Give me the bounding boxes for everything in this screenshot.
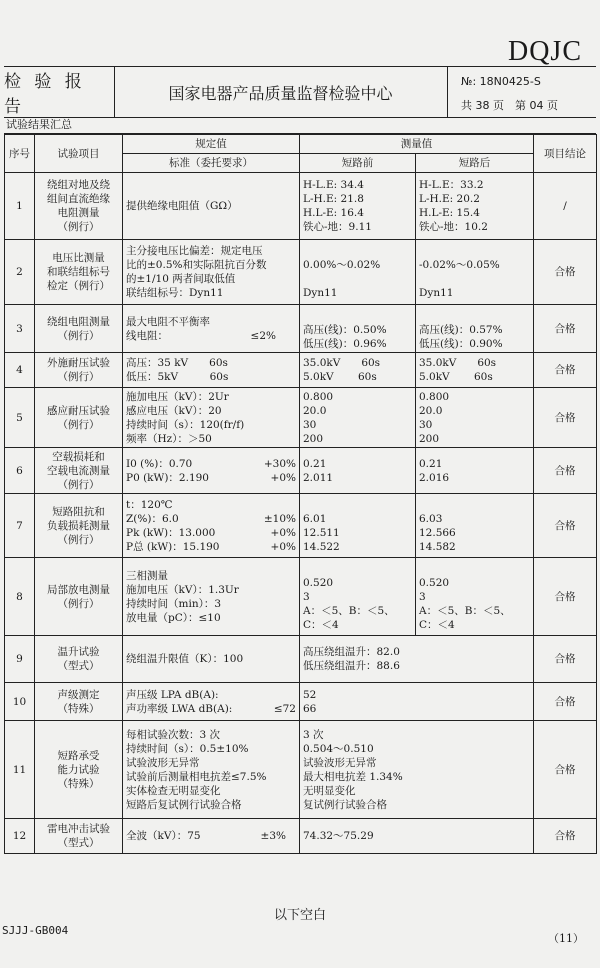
test-item-line: 温升试验 xyxy=(57,646,100,658)
spec-line xyxy=(126,829,296,843)
value-line: H.L-E: 15.4 xyxy=(419,207,480,219)
col-header-before: 短路前 xyxy=(300,154,416,173)
report-label: 检 验 报 告 xyxy=(4,67,115,117)
verdict: 合格 xyxy=(534,388,597,448)
test-item xyxy=(35,240,123,305)
value-line: 高压(线)：0.57% xyxy=(419,324,503,336)
verdict: 合格 xyxy=(534,683,597,721)
spec-line: 联结组标号：Dyn11 xyxy=(126,287,224,299)
spec-label: Pk (kW)：13.000 xyxy=(126,526,216,539)
verdict: 合格 xyxy=(534,636,597,683)
spec-value xyxy=(123,636,300,683)
spec-line: 比的±0.5%和实际阻抗百分数 xyxy=(126,259,267,271)
value-line: 无明显变化 xyxy=(303,784,356,797)
table-row xyxy=(5,558,597,636)
test-item xyxy=(35,353,123,388)
value-before xyxy=(300,353,416,388)
value-before xyxy=(300,305,416,353)
report-meta xyxy=(447,67,596,117)
table-row xyxy=(5,305,597,353)
spec-tolerance: +0% xyxy=(270,540,296,553)
table-row xyxy=(5,353,597,388)
spec-line xyxy=(126,457,296,471)
spec-line: 试验波形无异常 xyxy=(126,756,200,769)
test-item-line: 绕组电阻测量 xyxy=(47,315,110,328)
results-table xyxy=(4,134,597,854)
test-item-line: （例行） xyxy=(57,418,100,431)
table-row xyxy=(5,173,597,240)
spec-line: 放电量（pC）：≤10 xyxy=(126,611,221,624)
verdict: 合格 xyxy=(534,305,597,353)
value-after xyxy=(416,173,534,240)
spec-label: Z(%)：6.0 xyxy=(126,512,179,525)
row-number: 2 xyxy=(5,240,35,305)
col-header-spec-sub: 标准（委托要求） xyxy=(123,154,300,173)
spec-label: 线电阻： xyxy=(126,329,168,342)
col-header-spec: 规定值 xyxy=(123,135,300,154)
value-after xyxy=(416,240,534,305)
value-before xyxy=(300,558,416,636)
organization-name: 国家电器产品质量监督检验中心 xyxy=(114,67,448,117)
row-number: 3 xyxy=(5,305,35,353)
test-item-line: 电阻测量 xyxy=(57,207,100,219)
test-item-line: 空载电流测量 xyxy=(47,464,110,477)
test-item xyxy=(35,819,123,854)
test-item-line: 能力试验 xyxy=(57,763,100,776)
value-line: L-H.E: 21.8 xyxy=(303,193,364,205)
spec-value xyxy=(123,683,300,721)
value-line: 2.016 xyxy=(419,471,450,484)
value-line: 低压(线)：0.90% xyxy=(419,338,503,350)
test-item xyxy=(35,636,123,683)
value-before xyxy=(300,173,416,240)
value-line: 6.01 xyxy=(303,512,327,525)
test-item-line: （特殊） xyxy=(57,702,100,715)
value-line: 3 xyxy=(419,590,426,603)
spec-value xyxy=(123,240,300,305)
value-measured xyxy=(300,819,534,854)
row-number: 7 xyxy=(5,494,35,558)
test-item-line: 检定（例行） xyxy=(47,280,110,292)
test-item-line: 局部放电测量 xyxy=(47,583,110,596)
test-item-line: 外施耐压试验 xyxy=(47,357,110,369)
value-after xyxy=(416,388,534,448)
spec-value xyxy=(123,448,300,494)
test-item xyxy=(35,494,123,558)
spec-line xyxy=(126,526,296,540)
value-line: Dyn11 xyxy=(303,287,338,299)
value-line: H-L.E: 34.4 xyxy=(303,179,364,191)
spec-line: 绕组温升限值（K）：100 xyxy=(126,653,244,665)
value-line: 2.011 xyxy=(303,471,334,484)
value-line: 0.800 xyxy=(419,390,450,403)
spec-line: 每相试验次数：3 次 xyxy=(126,728,221,741)
spec-label: 全波（kV）：75 xyxy=(126,830,201,842)
value-line xyxy=(303,244,412,258)
spec-tolerance: +0% xyxy=(270,526,296,539)
col-header-item: 试验项目 xyxy=(35,135,123,173)
test-item-line: （例行） xyxy=(57,478,100,491)
row-number: 5 xyxy=(5,388,35,448)
test-item-line: （例行） xyxy=(57,329,100,342)
spec-line: 实体检查无明显变化 xyxy=(126,784,221,797)
spec-tolerance: +30% xyxy=(263,457,296,470)
table-row xyxy=(5,636,597,683)
table-row xyxy=(5,240,597,305)
test-item xyxy=(35,558,123,636)
value-line: 低压(线)：0.96% xyxy=(303,338,387,350)
page-count: 共 38 页 第 04 页 xyxy=(461,99,558,112)
spec-line: 最大电阻不平衡率 xyxy=(126,315,210,328)
table-row xyxy=(5,494,597,558)
verdict: 合格 xyxy=(534,558,597,636)
row-number: 9 xyxy=(5,636,35,683)
spec-line: 三相测量 xyxy=(126,569,168,582)
spec-value xyxy=(123,558,300,636)
verdict: 合格 xyxy=(534,494,597,558)
value-measured xyxy=(300,683,534,721)
value-line xyxy=(419,562,530,576)
value-line: 20.0 xyxy=(419,404,443,417)
test-item xyxy=(35,683,123,721)
value-line: 30 xyxy=(303,418,317,431)
spec-line: 主分接电压比偏差：规定电压 xyxy=(126,245,263,257)
test-item-line: （例行） xyxy=(57,533,100,546)
value-line: 0.00%～0.02% xyxy=(303,259,381,271)
spec-line xyxy=(126,329,296,343)
value-before xyxy=(300,448,416,494)
test-item-line: 短路阻抗和 xyxy=(52,505,105,518)
spec-line: 持续时间（min）：3 xyxy=(126,597,222,610)
value-after xyxy=(416,494,534,558)
table-row xyxy=(5,819,597,854)
test-item-line: 感应耐压试验 xyxy=(47,404,110,417)
report-number: №: 18N0425-S xyxy=(461,75,541,88)
value-line: H.L-E: 16.4 xyxy=(303,207,364,219)
spec-label: 声功率级 LWA dB(A): xyxy=(126,702,233,715)
spec-line: 的±1/10 两者间取低值 xyxy=(126,273,236,285)
row-number: 11 xyxy=(5,721,35,819)
table-row xyxy=(5,448,597,494)
row-number: 4 xyxy=(5,353,35,388)
test-item-line: 电压比测量 xyxy=(52,252,105,264)
spec-value xyxy=(123,819,300,854)
value-line: A：＜5、B：＜5、 xyxy=(419,604,511,617)
test-item xyxy=(35,721,123,819)
test-item-line: 绕组对地及绕 xyxy=(47,179,110,191)
value-line: 6.03 xyxy=(419,512,443,525)
value-line: 35.0kV 60s xyxy=(303,357,381,369)
table-row xyxy=(5,721,597,819)
value-line: 14.522 xyxy=(303,540,340,553)
test-item-line: 声级测定 xyxy=(57,688,100,701)
value-line: 0.504～0.510 xyxy=(303,742,374,755)
value-line: 3 xyxy=(303,590,310,603)
page-number: （11） xyxy=(548,932,584,945)
value-measured xyxy=(300,636,534,683)
verdict: 合格 xyxy=(534,448,597,494)
spec-tolerance: +0% xyxy=(270,471,296,484)
spec-tolerance: ≤72 xyxy=(273,702,296,715)
row-number: 10 xyxy=(5,683,35,721)
blank-below-note: 以下空白 xyxy=(273,908,326,923)
value-line: 20.0 xyxy=(303,404,327,417)
spec-value xyxy=(123,353,300,388)
value-line: 66 xyxy=(303,702,317,715)
value-line: 高压(线)：0.50% xyxy=(303,324,387,336)
value-line: 铁心-地：9.11 xyxy=(303,221,372,233)
spec-tolerance: ≤2% xyxy=(250,329,276,342)
spec-line: 感应电压（kV）：20 xyxy=(126,404,222,417)
value-line: 试验波形无异常 xyxy=(303,756,377,769)
spec-line xyxy=(126,512,296,526)
value-line: -0.02%～0.05% xyxy=(419,259,500,271)
test-item xyxy=(35,388,123,448)
value-line: 12.566 xyxy=(419,526,456,539)
value-line: 200 xyxy=(303,432,324,445)
spec-line xyxy=(126,702,296,716)
test-item-line: （例行） xyxy=(57,597,100,610)
test-item-line: 雷电冲击试验 xyxy=(47,823,110,835)
value-line: 52 xyxy=(303,688,317,701)
test-item-line: （型式） xyxy=(57,837,100,849)
spec-line: 施加电压（kV）：2Ur xyxy=(126,390,229,403)
section-title: 试验结果汇总 xyxy=(4,116,596,134)
spec-line: 提供绝缘电阻值（GΩ） xyxy=(126,200,238,212)
spec-value xyxy=(123,494,300,558)
spec-line: 短路后复试例行试验合格 xyxy=(126,798,242,811)
value-line: A：＜5、B：＜5、 xyxy=(303,604,395,617)
verdict: / xyxy=(534,173,597,240)
spec-label: I0 (%)：0.70 xyxy=(126,457,193,470)
test-item xyxy=(35,448,123,494)
value-line: 200 xyxy=(419,432,440,445)
value-line xyxy=(419,244,530,258)
col-header-no: 序号 xyxy=(5,135,35,173)
value-line xyxy=(303,562,412,576)
spec-value xyxy=(123,388,300,448)
verdict: 合格 xyxy=(534,240,597,305)
table-row xyxy=(5,683,597,721)
value-after xyxy=(416,448,534,494)
col-header-measured: 测量值 xyxy=(300,135,534,154)
value-line: 铁心-地：10.2 xyxy=(419,221,488,233)
spec-label: P总 (kW)：15.190 xyxy=(126,540,220,553)
report-header xyxy=(4,66,596,118)
value-line: Dyn11 xyxy=(419,287,454,299)
spec-label: P0 (kW)：2.190 xyxy=(126,471,209,484)
value-line: C：＜4 xyxy=(303,618,339,631)
row-number: 12 xyxy=(5,819,35,854)
test-item-line: （例行） xyxy=(57,371,100,383)
value-line: 30 xyxy=(419,418,433,431)
value-line: 最大相电抗差 1.34% xyxy=(303,770,403,783)
spec-line: 持续时间（s）：0.5±10% xyxy=(126,742,249,755)
test-item-line: 负载损耗测量 xyxy=(47,519,110,532)
value-line: 复试例行试验合格 xyxy=(303,798,387,811)
value-line: 0.520 xyxy=(419,576,450,589)
spec-tolerance: ±3% xyxy=(260,830,286,842)
value-line: 高压绕组温升：82.0 xyxy=(303,646,400,658)
value-line: 35.0kV 60s xyxy=(419,357,497,369)
value-line: 0.21 xyxy=(303,457,327,470)
test-item-line: （特殊） xyxy=(57,777,100,790)
verdict: 合格 xyxy=(534,721,597,819)
spec-line: 施加电压（kV）：1.3Ur xyxy=(126,583,239,596)
verdict: 合格 xyxy=(534,819,597,854)
value-line xyxy=(303,498,412,512)
value-line: 12.511 xyxy=(303,526,340,539)
test-item-line: 组间直流绝缘 xyxy=(47,193,110,205)
value-before xyxy=(300,388,416,448)
test-item-line: 空载损耗和 xyxy=(52,450,105,463)
row-number: 1 xyxy=(5,173,35,240)
value-line: 3 次 xyxy=(303,728,324,741)
value-line: 0.800 xyxy=(303,390,334,403)
verdict: 合格 xyxy=(534,353,597,388)
spec-value xyxy=(123,305,300,353)
col-header-after: 短路后 xyxy=(416,154,534,173)
col-header-verdict: 项目结论 xyxy=(534,135,597,173)
test-item-line: （例行） xyxy=(57,221,100,233)
value-line: L-H.E: 20.2 xyxy=(419,193,480,205)
table-row xyxy=(5,388,597,448)
value-line: 14.582 xyxy=(419,540,456,553)
value-measured xyxy=(300,721,534,819)
test-item xyxy=(35,173,123,240)
spec-value xyxy=(123,173,300,240)
value-before xyxy=(300,494,416,558)
value-line: 5.0kV 60s xyxy=(419,371,493,383)
value-line: 低压绕组温升：88.6 xyxy=(303,660,400,672)
spec-tolerance: ±10% xyxy=(263,512,296,525)
test-item-line: （型式） xyxy=(57,660,100,672)
test-item-line: 和联结组标号 xyxy=(47,266,110,278)
value-after xyxy=(416,305,534,353)
test-item-line: 短路承受 xyxy=(57,749,100,762)
value-after xyxy=(416,558,534,636)
value-after xyxy=(416,353,534,388)
test-item xyxy=(35,305,123,353)
value-line xyxy=(303,272,412,286)
spec-line: 试验前后测量相电抗差≤7.5% xyxy=(126,770,267,783)
value-line: H-L.E：33.2 xyxy=(419,179,484,191)
value-before xyxy=(300,240,416,305)
value-line: 0.520 xyxy=(303,576,334,589)
row-number: 8 xyxy=(5,558,35,636)
spec-line: 声压级 LPA dB(A): xyxy=(126,688,219,701)
spec-line xyxy=(126,540,296,554)
value-line xyxy=(419,272,530,286)
spec-line: 高压：35 kV 60s xyxy=(126,357,228,369)
value-line: 0.21 xyxy=(419,457,443,470)
form-code: SJJJ-GB004 xyxy=(2,924,69,937)
spec-line: t：120℃ xyxy=(126,498,173,511)
spec-line: 频率（Hz）：＞50 xyxy=(126,432,212,445)
spec-line xyxy=(126,471,296,485)
value-line: 74.32～75.29 xyxy=(303,830,374,842)
logo: DQJC xyxy=(507,36,582,67)
spec-value xyxy=(123,721,300,819)
spec-line: 持续时间（s）：120(fr/f) xyxy=(126,418,245,431)
row-number: 6 xyxy=(5,448,35,494)
value-line: 5.0kV 60s xyxy=(303,371,377,383)
spec-line: 低压：5kV 60s xyxy=(126,371,229,383)
value-line: C：＜4 xyxy=(419,618,455,631)
value-line xyxy=(419,498,530,512)
